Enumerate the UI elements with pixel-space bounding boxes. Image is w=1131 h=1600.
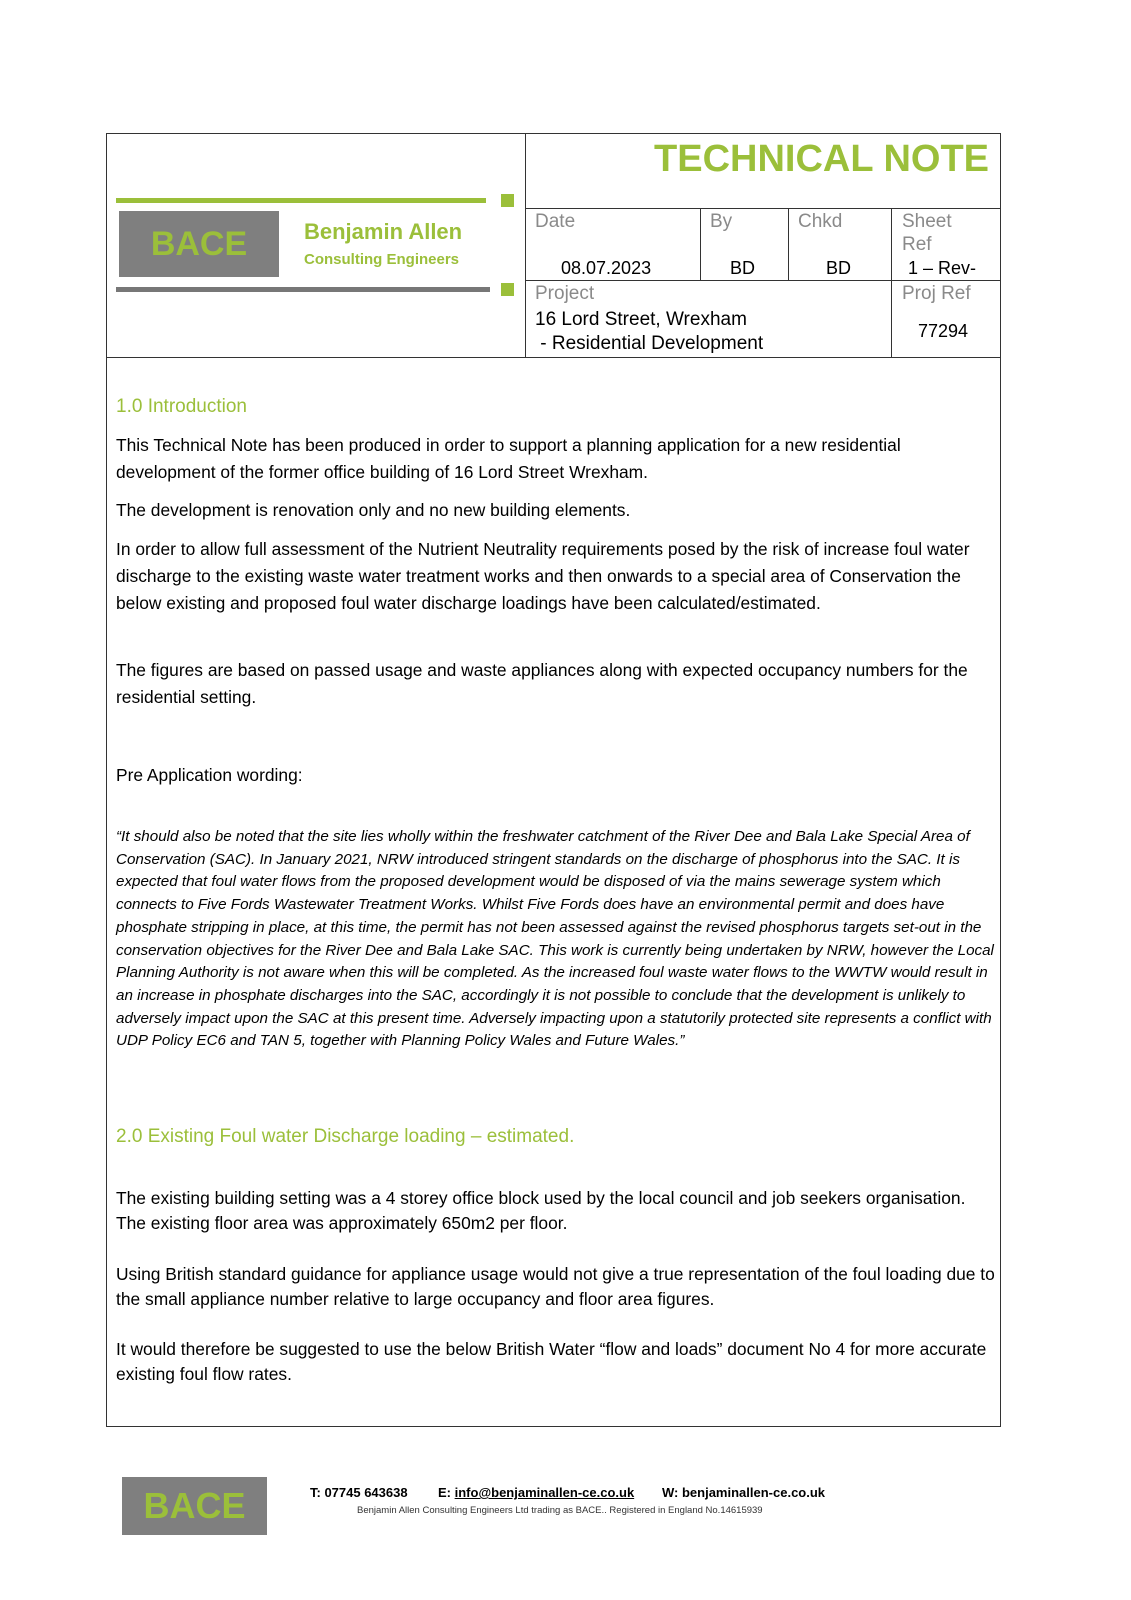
company-subtitle: Consulting Engineers bbox=[304, 251, 460, 268]
email-link[interactable]: info@benjaminallen-ce.co.uk bbox=[454, 1485, 635, 1500]
footer-legal: Benjamin Allen Consulting Engineers Ltd trading as BACE.. Registered in England No.14615939 bbox=[357, 1505, 763, 1516]
logo-square bbox=[501, 194, 514, 207]
projref-value: 77294 bbox=[918, 321, 969, 341]
divider bbox=[700, 208, 701, 280]
projref-label: Proj Ref bbox=[902, 283, 971, 304]
paragraph: The figures are based on passed usage and waste appliances along with expected occupancy numbers for the residential setting. bbox=[116, 660, 968, 707]
project-label: Project bbox=[535, 283, 595, 304]
footer-email bbox=[438, 1485, 634, 1500]
heading-introduction: 1.0 Introduction bbox=[116, 396, 247, 417]
divider bbox=[891, 208, 892, 357]
by-value: BD bbox=[730, 258, 756, 278]
by-label: By bbox=[710, 211, 733, 232]
paragraph: In order to allow full assessment of the Nutrient Neutrality requirements posed by the risk of increase foul water discharge to the existing waste water treatment works and then onwards to a special area of Conservation the below existing and proposed foul water discharge loadings have been calculated/estimated. bbox=[116, 539, 970, 613]
company-name: Benjamin Allen bbox=[304, 219, 463, 244]
sheet-label: Sheet bbox=[902, 211, 952, 232]
divider bbox=[788, 208, 789, 280]
paragraph: It would therefore be suggested to use the below British Water “flow and loads” document No 4 for more accurate existing foul flow rates. bbox=[116, 1339, 987, 1384]
footer-website[interactable]: W: benjaminallen-ce.co.uk bbox=[662, 1485, 826, 1500]
paragraph: Pre Application wording: bbox=[116, 765, 303, 785]
divider bbox=[525, 208, 1001, 209]
sheet-ref-value: 1 – Rev- bbox=[908, 258, 977, 278]
chkd-value: BD bbox=[826, 258, 852, 278]
project-line-1: 16 Lord Street, Wrexham bbox=[535, 309, 747, 330]
project-line-2: - Residential Development bbox=[535, 333, 764, 354]
email-prefix: E: bbox=[438, 1485, 455, 1500]
paragraph: The existing building setting was a 4 storey office block used by the local council and job seekers organisation. The existing floor area was approximately 650m2 per floor. bbox=[116, 1188, 966, 1233]
divider bbox=[106, 357, 1001, 358]
divider bbox=[525, 280, 1001, 281]
sheet-label-ref: Ref bbox=[902, 234, 932, 255]
logo-square bbox=[501, 283, 514, 296]
heading-existing-foul-water: 2.0 Existing Foul water Discharge loading – estimated. bbox=[116, 1126, 575, 1147]
paragraph: Using British standard guidance for appliance usage would not give a true representation of the foul loading due to the small appliance number relative to large occupancy and floor area figures. bbox=[116, 1264, 995, 1309]
date-value: 08.07.2023 bbox=[561, 258, 652, 278]
date-label: Date bbox=[535, 211, 576, 232]
logo-green-bar bbox=[116, 198, 486, 203]
footer-bace-logo: BACE bbox=[122, 1477, 267, 1535]
paragraph: This Technical Note has been produced in order to support a planning application for a new residential development of the former office building of 16 Lord Street Wrexham. bbox=[116, 435, 901, 482]
chkd-label: Chkd bbox=[798, 211, 843, 232]
bace-logo: BACE bbox=[119, 211, 279, 277]
paragraph: The development is renovation only and no new building elements. bbox=[116, 500, 631, 520]
pre-application-quote: “It should also be noted that the site lies wholly within the freshwater catchment of the River Dee and Bala Lake Special Area of Conservation (SAC). In January 2021, NRW introduced stringent standards on the discharge of phosphorus into the SAC. It is expected that foul water flows from the proposed development would be disposed of via the mains sewerage system which connects to Five Fords Wastewater Treatment Works. Whilst Five Fords does have an environmental permit and does have phosphate stripping in place, at this time, the permit has not been assessed against the revised phosphorus targets set-out in the conservation objectives for the River Dee and Bala Lake SAC. This work is currently being undertaken by NRW, however the Local Planning Authority is not aware when this will be completed. As the increased foul waste water flows to the WWTW would result in an increase in phosphate discharges into the SAC, accordingly it is not possible to conclude that the development is unlikely to adversely impact upon the SAC at this present time. Adversely impacting upon a statutorily protected site represents a conflict with UDP Policy EC6 and TAN 5, together with Planning Policy Wales and Future Wales.” bbox=[116, 828, 994, 1050]
doc-title: TECHNICAL NOTE bbox=[654, 138, 989, 180]
logo-grey-bar bbox=[116, 287, 490, 292]
footer-phone: T: 07745 643638 bbox=[310, 1485, 408, 1500]
